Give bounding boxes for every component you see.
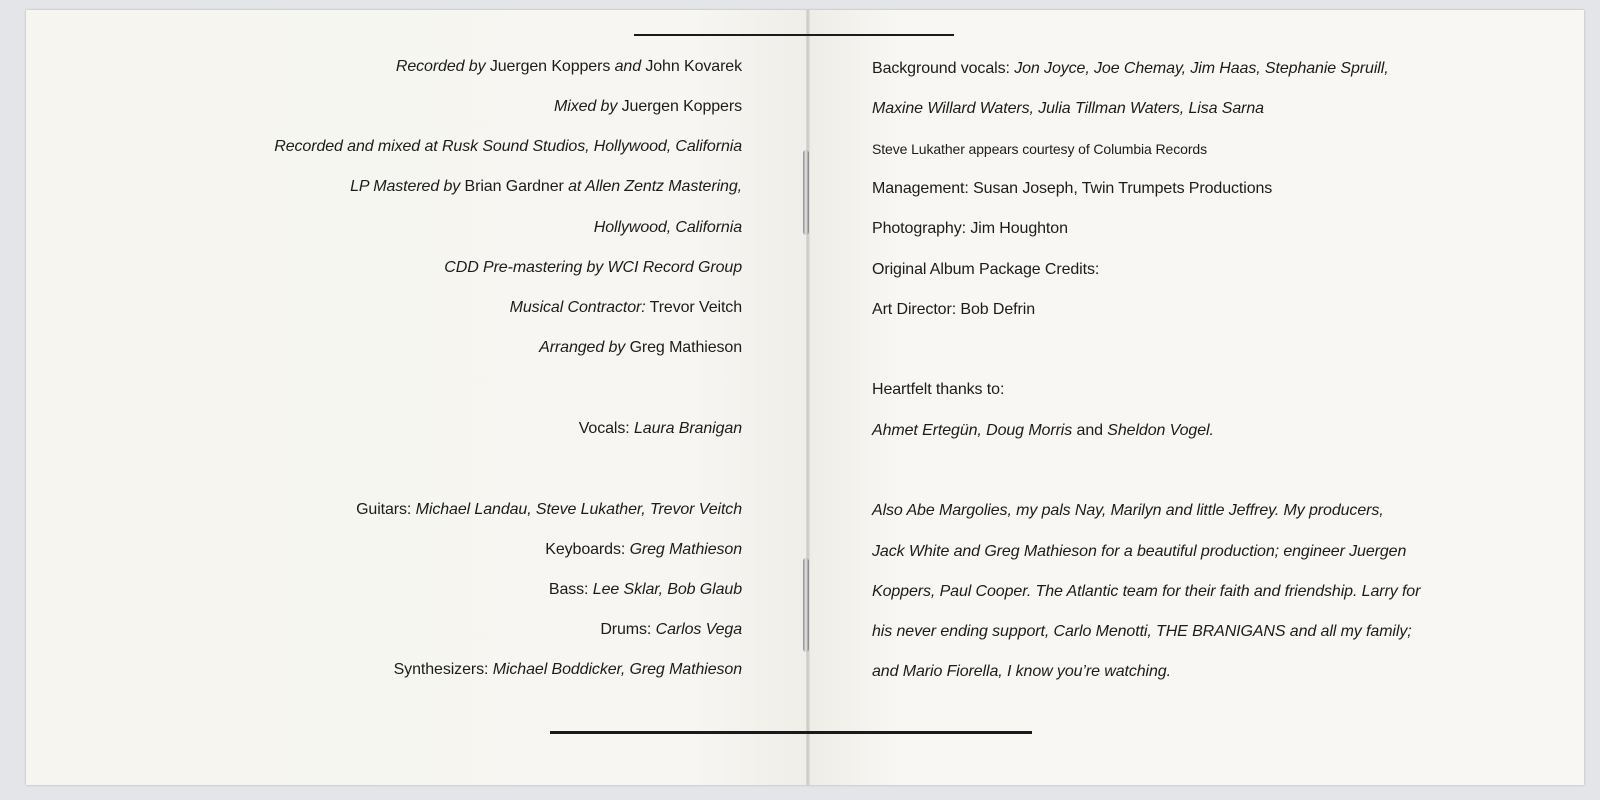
credit-role: Art Director:: [872, 301, 957, 318]
credit-role: Musical Contractor:: [509, 299, 646, 316]
credit-name: Juergen Koppers: [621, 98, 742, 115]
art-director-line: [872, 300, 1035, 320]
credit-role: Management:: [872, 180, 969, 197]
courtesy-line: Steve Lukather appears courtesy of Columbia Records: [872, 141, 1207, 157]
credit-name: Trevor Veitch: [649, 299, 742, 316]
studio-line: Recorded and mixed at Rusk Sound Studios, Hollywood, California: [274, 138, 742, 155]
credit-name: Ahmet Ertegün, Doug Morris: [872, 422, 1073, 439]
credit-name: Sheldon Vogel.: [1107, 422, 1214, 439]
mastered-line: [350, 177, 742, 197]
synthesizers-line: [394, 660, 742, 680]
original-credits-line: Original Album Package Credits:: [872, 261, 1100, 278]
thanks-names-line: [872, 421, 1214, 441]
vocals-line: [579, 419, 742, 439]
guitars-line: [356, 500, 742, 520]
arranged-by-line: [539, 338, 742, 358]
top-staple: [803, 150, 809, 235]
booklet-spine: [806, 10, 810, 785]
right-credits: [872, 10, 1572, 785]
credit-name: Susan Joseph,: [973, 180, 1078, 197]
credit-role: Keyboards:: [545, 541, 626, 558]
background-vocals-line: [872, 59, 1389, 79]
credit-name: Greg Mathieson: [629, 541, 742, 558]
credit-role: Background vocals:: [872, 60, 1010, 77]
credit-name: Jon Joyce, Joe Chemay, Jim Haas, Stephanie Spruill,: [1014, 60, 1389, 77]
management-line: [872, 179, 1272, 199]
credit-role: LP Mastered by: [350, 178, 461, 195]
credit-name: Bob Defrin: [960, 301, 1036, 318]
credit-name: Lee Sklar, Bob Glaub: [592, 581, 742, 598]
bottom-staple: [803, 600, 809, 652]
credit-role: Synthesizers:: [393, 661, 489, 678]
recorded-by-line: [396, 57, 742, 77]
conjunction: and: [614, 58, 641, 75]
credit-name: Michael Landau, Steve Lukather, Trevor Veitch: [415, 501, 742, 518]
credit-name: Laura Branigan: [633, 420, 742, 437]
mixed-by-line: [554, 97, 742, 117]
credit-role: Bass:: [548, 581, 589, 598]
bass-line: [549, 580, 742, 600]
credit-role: Guitars:: [356, 501, 412, 518]
thanks-paragraph-line: Jack White and Greg Mathieson for a beautiful production; engineer Juergen: [872, 543, 1407, 560]
drums-line: [600, 620, 742, 640]
credit-company: Twin Trumpets Productions: [1081, 180, 1273, 197]
credit-role: Arranged by: [539, 339, 626, 356]
credit-name: Jim Houghton: [970, 220, 1068, 237]
credit-role: Drums:: [600, 621, 652, 638]
credit-role: Mixed by: [554, 98, 618, 115]
credit-name: John Kovarek: [645, 58, 742, 75]
credit-name: Carlos Vega: [655, 621, 742, 638]
credit-role: Recorded by: [395, 58, 486, 75]
contractor-line: [510, 298, 742, 318]
credit-name: Juergen Koppers: [489, 58, 611, 75]
credit-location: at Allen Zentz Mastering,: [568, 178, 742, 195]
left-credits: [26, 10, 742, 785]
cdd-line: CDD Pre-mastering by WCI Record Group: [444, 259, 742, 276]
credit-role: Vocals:: [578, 420, 630, 437]
mastered-city-line: Hollywood, California: [593, 219, 742, 236]
conjunction: and: [1076, 422, 1103, 439]
credit-name: Michael Boddicker, Greg Mathieson: [492, 661, 742, 678]
thanks-heading: Heartfelt thanks to:: [872, 381, 1005, 398]
photography-line: [872, 219, 1068, 239]
background-vocals-line-2: Maxine Willard Waters, Julia Tillman Waters, Lisa Sarna: [872, 100, 1264, 117]
credit-name: Greg Mathieson: [629, 339, 742, 356]
booklet-spread: [26, 10, 1584, 785]
thanks-paragraph-line: and Mario Fiorella, I know you’re watching.: [872, 663, 1171, 680]
credit-role: Photography:: [872, 220, 966, 237]
keyboards-line: [545, 540, 742, 560]
thanks-paragraph-line: Also Abe Margolies, my pals Nay, Marilyn and little Jeffrey. My producers,: [872, 502, 1384, 519]
credit-name: Brian Gardner: [464, 178, 564, 195]
thanks-paragraph-line: his never ending support, Carlo Menotti, THE BRANIGANS and all my family;: [872, 623, 1412, 640]
thanks-paragraph-line: Koppers, Paul Cooper. The Atlantic team for their faith and friendship. Larry for: [872, 583, 1421, 600]
